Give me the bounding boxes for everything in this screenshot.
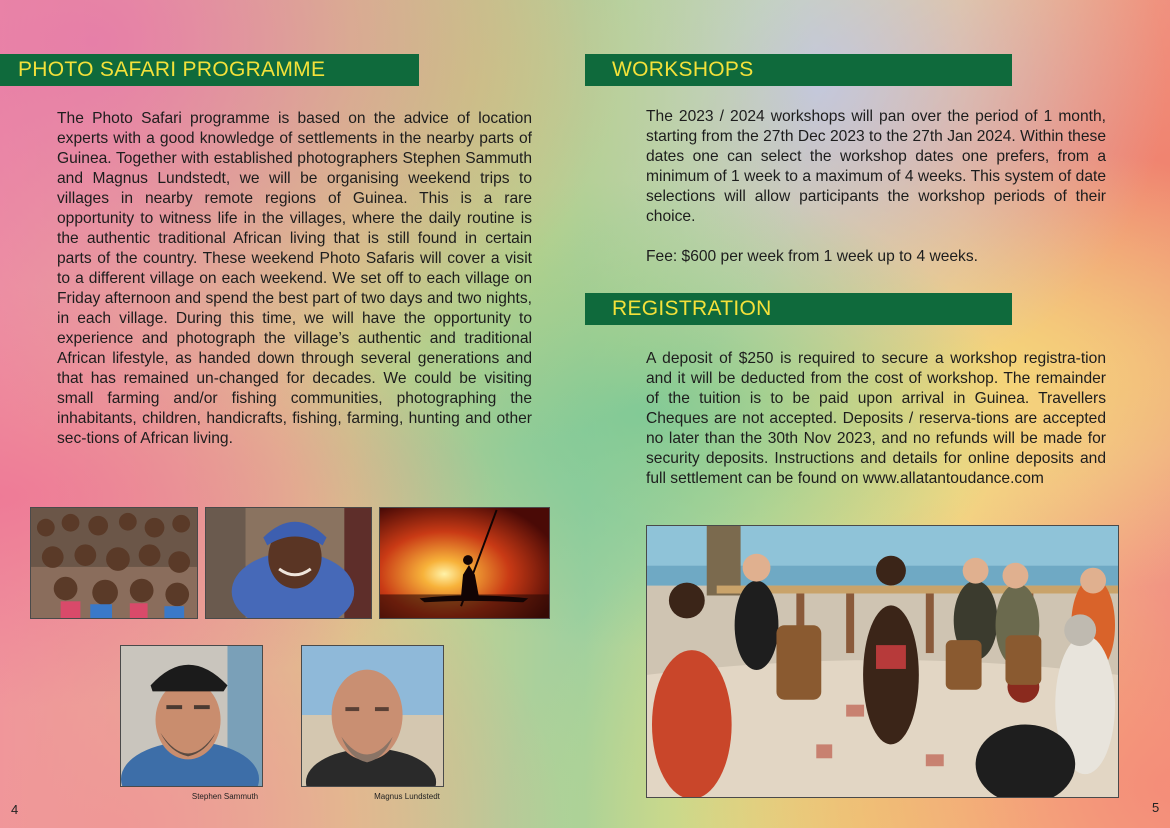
- workshops-body: The 2023 / 2024 workshops will pan over the period of 1 month, starting from the 27th Dec 2023 to the 27th Jan 2024. Within these dates one can select the workshop dates one prefers, from a minimum of 1 week to a maximum of 4 weeks. This system of date selections will allow participants the workshop periods of their choice.: [646, 108, 1106, 225]
- photo-safari-body: The Photo Safari programme is based on the advice of location experts with a good knowledge of settlements in the nearby parts of Guinea. Together with established photographers Stephen Sammuth and Magnus Lundstedt, we will be organising weekend trips to villages in nearby remote regions of Guinea. This is a rare opportunity to witness life in the villages, where the daily routine is the authentic traditional African living that is still found in certain parts of the country. These weekend Photo Safaris will cover a visit to a different village on each weekend. We set off to each village on Friday afternoon and spend the best part of two days and two nights, in each village. During this time, we will have the opportunity to experience and photograph the village’s authentic and traditional African lifestyle, as handed down through several generations and that has remained un-changed for decades. We could be visiting small farming and/or fishing communities, photographing the inhabitants, children, handicrafts, fishing, farming, hunting and other sec-tions of African living.: [57, 110, 532, 447]
- magnus-lundstedt-photo: [301, 645, 444, 787]
- children-photo: [30, 507, 198, 619]
- stephen-sammuth-photo: [120, 645, 263, 787]
- photo-caption-magnus: Magnus Lundstedt: [374, 792, 440, 801]
- page-number-left: 4: [11, 802, 19, 817]
- woman-portrait-photo: [205, 507, 372, 619]
- photo-caption-stephen: Stephen Sammuth: [191, 792, 259, 801]
- sunset-canoe-photo: [379, 507, 550, 619]
- workshops-heading: WORKSHOPS: [585, 54, 1012, 86]
- registration-heading: REGISTRATION: [585, 293, 1012, 325]
- registration-body: A deposit of $250 is required to secure a workshop registra-tion and it will be deducted from the cost of workshop. The remainder of the tuition is to be paid upon arrival in Guinea. Travellers Cheques are not accepted. Deposits / reserva-tions are accepted no later than the 30th Nov 2023, and no refunds will be made for security deposits. Instructions and details for online deposits and full settlement can be found on www.allatantoudance.com: [646, 350, 1106, 487]
- drum-workshop-photo: [646, 525, 1119, 798]
- page-number-right: 5: [1152, 800, 1160, 815]
- fee-text: Fee: $600 per week from 1 week up to 4 weeks.: [646, 248, 978, 265]
- photo-safari-heading: PHOTO SAFARI PROGRAMME: [0, 54, 419, 86]
